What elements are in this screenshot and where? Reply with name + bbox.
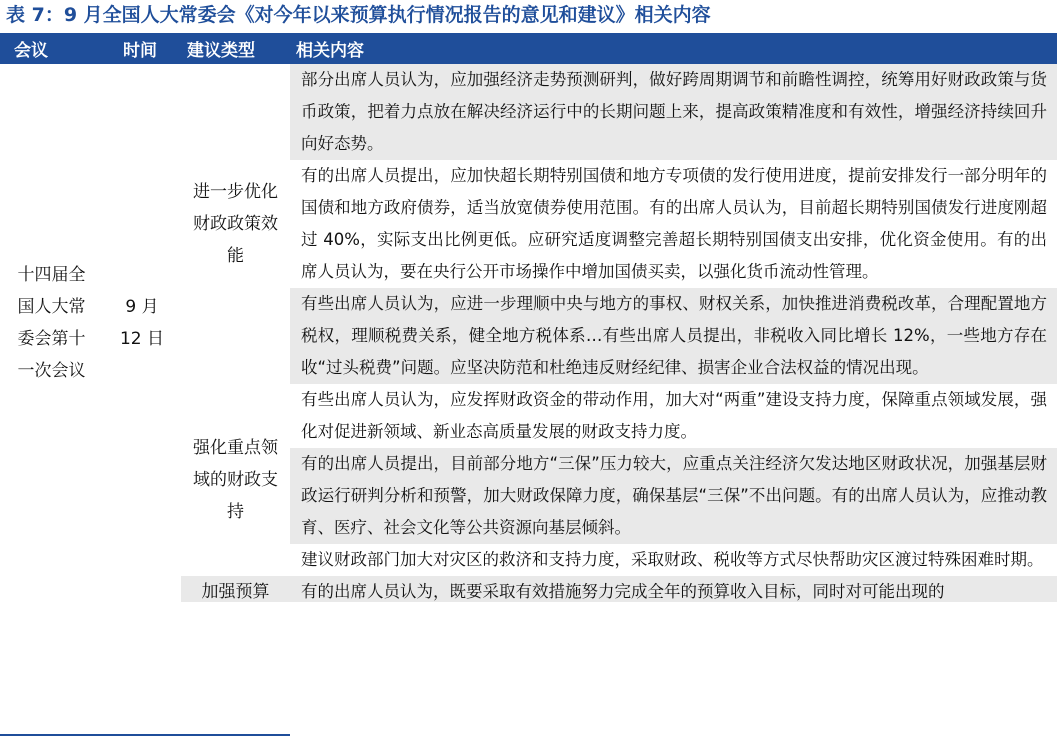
table-title: 表 7：9 月全国人大常委会《对今年以来预算执行情况报告的意见和建议》相关内容	[6, 4, 711, 26]
header-meeting: 会议	[0, 33, 103, 64]
type-cell: 强化重点领域的财政支持	[193, 438, 278, 522]
header-date: 时间	[103, 33, 181, 64]
table-row	[0, 64, 1057, 160]
suggestions-table	[0, 33, 1057, 602]
content-cell: 有的出席人员提出，应加快超长期特别国债和地方专项债的发行使用进度，提前安排发行一部分明年的国债和地方政府债券，适当放宽债券使用范围。有的出席人员认为，目前超长期特别国债发行进度刚超过 40%，实际支出比例更低。应研究适度调整完善超长期特别国债支出安排，优化资金使用。有的出席人员认为，要在央行公开市场操作中增加国债买卖，以强化货币流动性管理。	[301, 166, 1047, 281]
content-cell: 有的出席人员提出，目前部分地方“三保”压力较大，应重点关注经济欠发达地区财政状况，加强基层财政运行研判分析和预警，加大财政保障力度，确保基层“三保”不出问题。有的出席人员认为，应推动教育、医疗、社会文化等公共资源向基层倾斜。	[290, 448, 1057, 544]
header-content: 相关内容	[290, 33, 1057, 64]
content-cell: 部分出席人员认为，应加强经济走势预测研判，做好跨周期调节和前瞻性调控，统筹用好财政政策与货币政策，把着力点放在解决经济运行中的长期问题上来，提高政策精准度和有效性，增强经济持续回升向好态势。	[290, 64, 1057, 160]
content-cell-text: 有的出席人员认为，既要采取有效措施努力完成全年的预算收入目标，同时对可能出现的	[301, 582, 945, 601]
content-cell	[290, 576, 1057, 602]
content-cell: 有些出席人员认为，应进一步理顺中央与地方的事权、财权关系，加快推进消费税改革，合理配置地方税权，理顺税费关系，健全地方税体系…有些出席人员提出，非税收入同比增长 12%，一些地方存在收“过头税费”问题。应坚决防范和杜绝违反财经纪律、损害企业合法权益的情况出现。	[290, 288, 1057, 384]
table-header-row	[0, 33, 1057, 64]
content-cell: 建议财政部门加大对灾区的救济和支持力度，采取财政、税收等方式尽快帮助灾区渡过特殊困难时期。	[301, 550, 1044, 569]
meeting-cell: 十四届全国人大常委会第十一次会议	[17, 265, 86, 381]
content-cell: 有些出席人员认为，应发挥财政资金的带动作用，加大对“两重”建设支持力度，保障重点领域发展，强化对促进新领域、新业态高质量发展的财政支持力度。	[301, 390, 1047, 441]
type-cell: 进一步优化财政政策效能	[193, 182, 278, 266]
date-cell: 9 月 12 日	[119, 297, 165, 349]
type-cell	[181, 576, 290, 602]
type-cell-text: 加强预算	[201, 582, 270, 602]
header-type: 建议类型	[181, 33, 290, 64]
